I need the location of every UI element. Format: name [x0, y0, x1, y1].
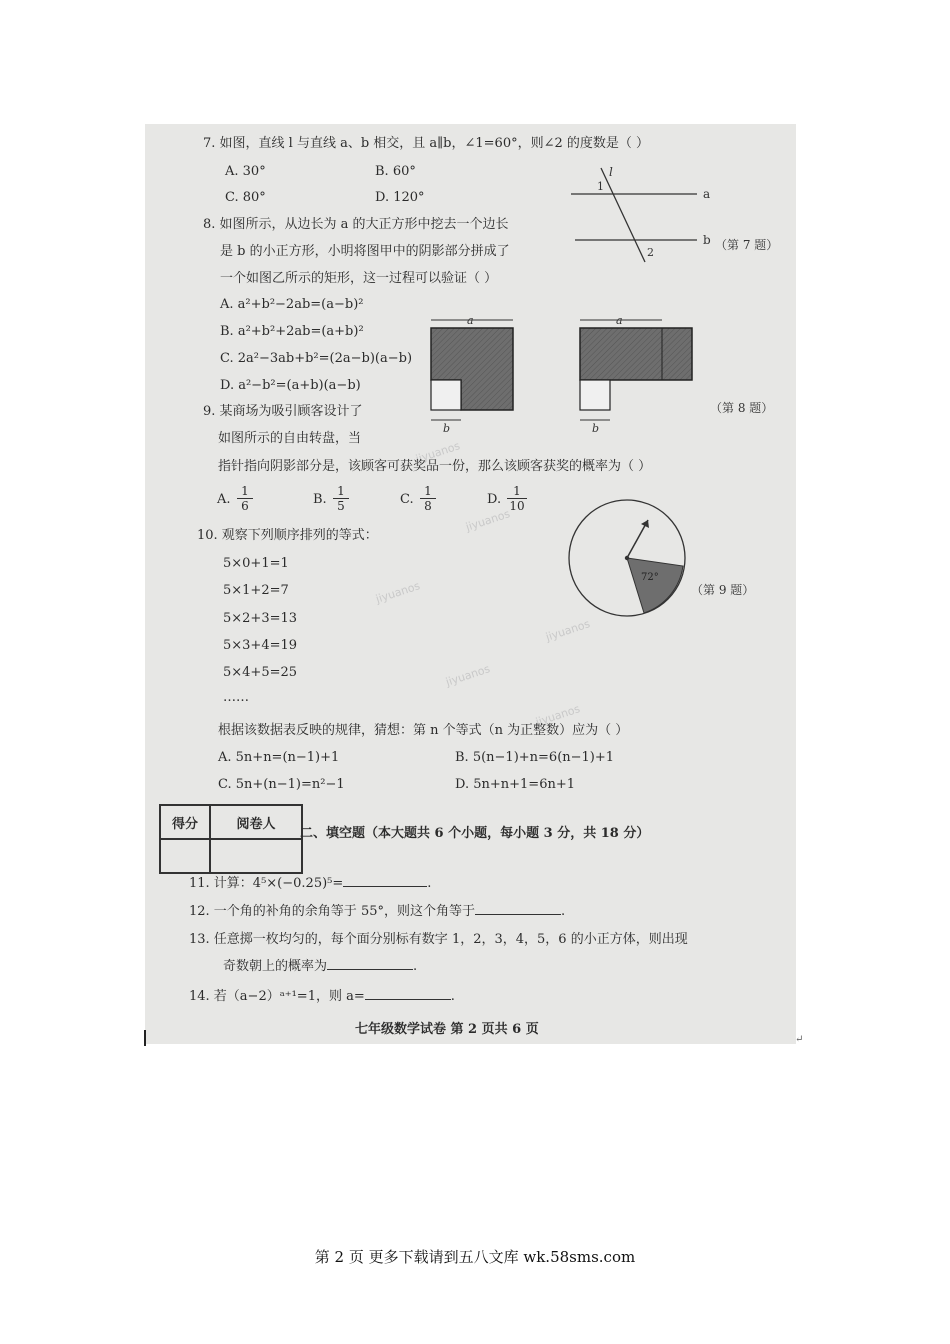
q9-stem-line2: 如图所示的自由转盘，当: [218, 431, 362, 446]
q13-period: .: [413, 959, 418, 974]
q8-label-a-left: a: [467, 314, 474, 327]
q10-equation-1: 5×0+1=1: [223, 556, 289, 571]
watermark: jiyuanos: [444, 662, 492, 689]
q8-option-a: A. a²+b²−2ab=(a−b)²: [220, 297, 364, 312]
q7-label-1: 1: [597, 180, 604, 193]
q8-label-b-left: b: [443, 422, 451, 435]
scanned-exam-page: [145, 124, 796, 1044]
q9-option-b-denominator: 5: [337, 499, 345, 513]
q13-line1: 13. 任意掷一枚均匀的，每个面分别标有数字 1，2，3，4，5，6 的小正方体，则出现: [189, 932, 688, 947]
q7-option-a: A. 30°: [225, 164, 266, 179]
q12-answer-blank: [475, 914, 561, 915]
q9-option-b-fraction: [333, 484, 349, 513]
scan-edge-mark: [144, 1030, 146, 1046]
q13-text: 奇数朝上的概率为: [223, 959, 328, 974]
q10-equation-4: 5×3+4=19: [223, 638, 298, 653]
q9-option-c-fraction: [420, 484, 436, 513]
q8-small-square-right: [580, 380, 610, 410]
watermark: jiyuanos: [464, 507, 512, 534]
q9-option-b-label: B.: [313, 492, 327, 507]
watermark: jiyuanos: [374, 579, 422, 606]
q8-small-square: [431, 380, 461, 410]
q9-option-d-fraction: [507, 484, 527, 513]
q9-caption: （第 9 题）: [691, 583, 755, 597]
document-footer: 第 2 页 更多下载请到五八文库 wk.58sms.com: [314, 1248, 636, 1266]
score-table: [159, 804, 303, 874]
q10-equation-3: 5×2+3=13: [223, 611, 298, 626]
q9-option-d-denominator: 10: [509, 499, 525, 513]
q9-option-c-numerator: 1: [420, 484, 436, 499]
q10-option-c: C. 5n+(n−1)=n²−1: [218, 777, 345, 792]
q8-shaded-rectangle: [580, 328, 692, 380]
q9-spinner-center: [625, 556, 629, 560]
q9-option-b-numerator: 1: [333, 484, 349, 499]
q7-label-2: 2: [647, 246, 654, 259]
q9-option-c-label: C.: [400, 492, 414, 507]
q9-option-c-denominator: 8: [424, 499, 432, 513]
q7-label-a: a: [703, 187, 711, 201]
q8-caption: （第 8 题）: [710, 401, 774, 415]
q7-option-c: C. 80°: [225, 190, 266, 205]
q10-question: 根据该数据表反映的规律，猜想：第 n 个等式（n 为正整数）应为（ ）: [218, 723, 629, 738]
q7-figure: [565, 164, 790, 264]
score-header: 得分: [160, 805, 210, 839]
q9-stem-line3: 指针指向阴影部分是，该顾客可获奖品一份，那么该顾客获奖的概率为（ ）: [218, 459, 652, 474]
watermark: jiyuanos: [534, 702, 582, 729]
q8-label-b-right: b: [592, 422, 600, 435]
q8-option-c: C. 2a²−3ab+b²=(2a−b)(a−b): [220, 351, 413, 366]
q12: [189, 904, 565, 920]
q11-period: .: [427, 876, 432, 891]
q10-ellipsis: ……: [223, 690, 249, 705]
q14: [189, 989, 455, 1005]
score-cell: [160, 839, 210, 873]
paragraph-mark: ↵: [795, 1034, 804, 1045]
q14-text: 14. 若（a−2）ᵃ⁺¹=1，则 a=: [189, 989, 365, 1004]
q9-shaded-sector: [627, 558, 683, 613]
exam-page-footer: 七年级数学试卷 第 2 页共 6 页: [355, 1022, 539, 1037]
q8-figure: [425, 312, 795, 437]
q8-stem-line3: 一个如图乙所示的矩形，这一过程可以验证（ ）: [220, 271, 498, 286]
q10-stem: 10. 观察下列顺序排列的等式：: [197, 528, 378, 543]
q8-stem-line2: 是 b 的小正方形，小明将图甲中的阴影部分拼成了: [220, 244, 510, 259]
q7-stem: 7. 如图，直线 l 与直线 a、b 相交，且 a∥b，∠1=60°，则∠2 的度数是（ ）: [203, 136, 650, 151]
grader-cell: [210, 839, 302, 873]
q9-option-a-numerator: 1: [237, 484, 253, 499]
q10-option-b: B. 5(n−1)+n=6(n−1)+1: [455, 750, 615, 765]
q12-text: 12. 一个角的补角的余角等于 55°，则这个角等于: [189, 904, 475, 919]
q8-option-b: B. a²+b²+2ab=(a+b)²: [220, 324, 364, 339]
q8-stem-line1: 8. 如图所示，从边长为 a 的大正方形中挖去一个边长: [203, 217, 509, 232]
q9-option-a-denominator: 6: [241, 499, 249, 513]
q11: [189, 876, 431, 892]
q9-option-a-fraction: [237, 484, 253, 513]
q13-line2: [223, 959, 417, 975]
watermark: jiyuanos: [414, 439, 462, 466]
q10-option-a: A. 5n+n=(n−1)+1: [218, 750, 340, 765]
q7-label-l: l: [609, 165, 613, 179]
section2-title: 二、填空题（本大题共 6 个小题，每小题 3 分，共 18 分）: [300, 826, 650, 841]
q7-caption: （第 7 题）: [715, 238, 779, 252]
grader-header: 阅卷人: [210, 805, 302, 839]
q9-angle-label: 72°: [641, 572, 659, 583]
q9-option-d-numerator: 1: [507, 484, 527, 499]
q7-label-b: b: [703, 233, 711, 247]
q9-stem-line1: 9. 某商场为吸引顾客设计了: [203, 404, 363, 419]
q10-equation-5: 5×4+5=25: [223, 665, 298, 680]
q13-answer-blank: [327, 969, 413, 970]
q9-spinner-figure: [565, 498, 790, 623]
q12-period: .: [560, 904, 566, 919]
q7-option-b: B. 60°: [375, 164, 416, 179]
q14-period: .: [450, 989, 455, 1004]
q11-answer-blank: [343, 886, 427, 887]
q10-equation-2: 5×1+2=7: [223, 583, 289, 598]
q9-option-d-label: D.: [487, 492, 502, 507]
q8-option-d: D. a²−b²=(a+b)(a−b): [220, 378, 361, 393]
q7-line-l: [601, 168, 645, 262]
q9-option-a-label: A.: [217, 492, 231, 507]
watermark: jiyuanos: [544, 617, 592, 644]
q7-option-d: D. 120°: [375, 190, 425, 205]
q14-answer-blank: [365, 999, 451, 1000]
q10-option-d: D. 5n+n+1=6n+1: [455, 777, 575, 792]
q11-text: 11. 计算：4⁵×(−0.25)⁵=: [189, 876, 344, 891]
q8-label-a-right: a: [616, 314, 623, 327]
